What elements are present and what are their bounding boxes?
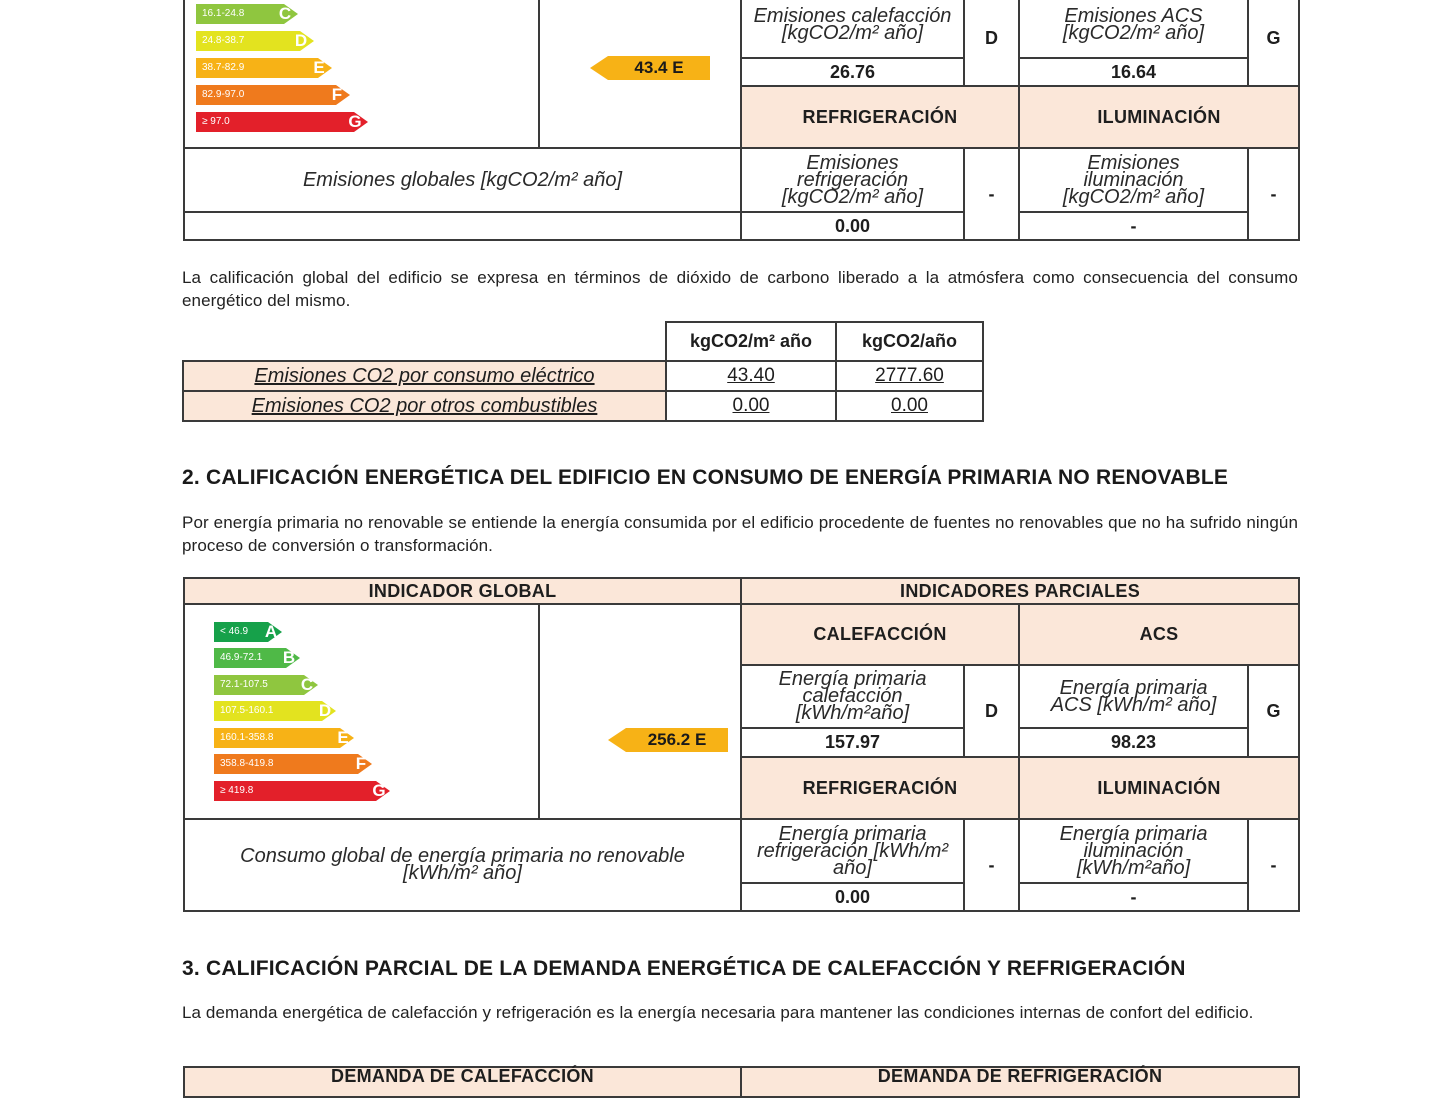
- heating-energy-label: Energía primaria calefacción [kWh/m²año]: [741, 665, 964, 728]
- scale-range: 107.5-160.1: [214, 701, 322, 721]
- scale-range: 24.8-38.7: [196, 31, 300, 51]
- lighting-emissions-grade: -: [1248, 148, 1299, 240]
- co2-row-value: 0.00: [666, 391, 836, 421]
- acs-energy-value: 98.23: [1019, 728, 1248, 757]
- energy-indicator-value: 256.2 E: [626, 728, 728, 752]
- heating-emissions-value: 26.76: [741, 58, 964, 86]
- scale-letter: F: [331, 85, 343, 104]
- lighting-energy-label: Energía primaria iluminación [kWh/m²año]: [1019, 819, 1248, 883]
- global-energy-label: Consumo global de energía primaria no renovable [kWh/m² año]: [184, 819, 741, 911]
- scale-range: 72.1-107.5: [214, 675, 304, 695]
- acs-emissions-label: Emisiones ACS [kgCO2/m² año]: [1019, 0, 1248, 58]
- heating-header: CALEFACCIÓN: [741, 604, 1019, 665]
- cooling-energy-value: 0.00: [741, 883, 964, 911]
- co2-col-per-m2: kgCO2/m² año: [666, 322, 836, 361]
- scale-range: ≥ 419.8: [214, 781, 376, 801]
- emissions-indicator-arrow: [590, 56, 710, 80]
- lighting-energy-value: -: [1019, 883, 1248, 911]
- co2-row-label: Emisiones CO2 por otros combustibles: [183, 391, 666, 421]
- co2-summary-table: [182, 321, 984, 422]
- lighting-header: ILUMINACIÓN: [1019, 86, 1299, 148]
- heating-emissions-grade: D: [964, 0, 1019, 86]
- co2-table-corner: [183, 322, 666, 361]
- energy-indicator-arrow: [608, 728, 728, 752]
- scale-letter: B: [282, 648, 296, 667]
- cooling-header: REFRIGERACIÓN: [741, 757, 1019, 819]
- heating-energy-value: 157.97: [741, 728, 964, 757]
- section-2-heading: 2. CALIFICACIÓN ENERGÉTICA DEL EDIFICIO EN CONSUMO DE ENERGÍA PRIMARIA NO RENOVABLE: [182, 466, 1229, 489]
- cooling-emissions-grade: -: [964, 148, 1019, 240]
- scale-letter: G: [372, 781, 386, 800]
- lighting-header: ILUMINACIÓN: [1019, 757, 1299, 819]
- scale-letter: A: [264, 622, 278, 641]
- cooling-emissions-label: Emisiones refrigeración [kgCO2/m² año]: [741, 148, 964, 212]
- emissions-indicator-value: 43.4 E: [608, 56, 710, 80]
- scale-range: 358.8-419.8: [214, 754, 358, 774]
- acs-header: ACS: [1019, 604, 1299, 665]
- scale-letter: F: [355, 754, 367, 773]
- co2-row-value: 2777.60: [836, 361, 983, 391]
- cooling-energy-label: Energía primaria refrigeración [kWh/m² año]: [741, 819, 964, 883]
- scale-range: ≥ 97.0: [196, 112, 354, 132]
- heating-energy-grade: D: [964, 665, 1019, 757]
- scale-letter: E: [313, 58, 325, 77]
- global-indicator-header: INDICADOR GLOBAL: [184, 578, 741, 604]
- acs-emissions-grade: G: [1248, 0, 1299, 86]
- acs-energy-grade: G: [1248, 665, 1299, 757]
- cooling-energy-grade: -: [964, 819, 1019, 911]
- section-3-heading: 3. CALIFICACIÓN PARCIAL DE LA DEMANDA ENERGÉTICA DE CALEFACCIÓN Y REFRIGERACIÓN: [182, 957, 1186, 980]
- scale-range: 82.9-97.0: [196, 85, 336, 105]
- global-emissions-label: Emisiones globales [kgCO2/m² año]: [184, 148, 741, 212]
- lighting-emissions-label: Emisiones iluminación [kgCO2/m² año]: [1019, 148, 1248, 212]
- scale-letter: C: [300, 675, 314, 694]
- lighting-energy-grade: -: [1248, 819, 1299, 911]
- energy-indicator-cell: [539, 604, 741, 819]
- scale-letter: G: [348, 112, 362, 131]
- emissions-explanation: La calificación global del edificio se expresa en términos de dióxido de carbono liberado a la atmósfera como consecuencia del consumo energético del mismo.: [182, 268, 1298, 310]
- cooling-demand-header: DEMANDA DE REFRIGERACIÓN: [741, 1067, 1299, 1097]
- heating-emissions-label: Emisiones calefacción [kgCO2/m² año]: [741, 0, 964, 58]
- scale-range: 160.1-358.8: [214, 728, 340, 748]
- demand-table: [183, 1066, 1300, 1098]
- scale-range: < 46.9: [214, 622, 268, 642]
- scale-letter: E: [337, 728, 349, 747]
- scale-letter: D: [318, 701, 332, 720]
- scale-range: 38.7-82.9: [196, 58, 318, 78]
- co2-row-value: 43.40: [666, 361, 836, 391]
- co2-row-value: 0.00: [836, 391, 983, 421]
- co2-row-label: Emisiones CO2 por consumo eléctrico: [183, 361, 666, 391]
- cooling-emissions-value: 0.00: [741, 212, 964, 240]
- lighting-emissions-value: -: [1019, 212, 1248, 240]
- co2-col-per-year: kgCO2/año: [836, 322, 983, 361]
- scale-range: 16.1-24.8: [196, 4, 284, 24]
- partial-indicators-header: INDICADORES PARCIALES: [741, 578, 1299, 604]
- scale-letter: C: [278, 4, 292, 23]
- heating-demand-header: DEMANDA DE CALEFACCIÓN: [184, 1067, 741, 1097]
- global-emissions-filler: [184, 212, 741, 240]
- acs-emissions-value: 16.64: [1019, 58, 1248, 86]
- scale-range: 46.9-72.1: [214, 648, 286, 668]
- cooling-header: REFRIGERACIÓN: [741, 86, 1019, 148]
- acs-energy-label: Energía primaria ACS [kWh/m² año]: [1019, 665, 1248, 728]
- scale-letter: D: [294, 31, 308, 50]
- section-2-description: Por energía primaria no renovable se entiende la energía consumida por el edificio procedente de fuentes no renovables que no ha sufrido ningún proceso de conversión o transformación.: [182, 513, 1298, 555]
- section-3-description: La demanda energética de calefacción y refrigeración es la energía necesaria para mantener las condiciones internas de confort del edificio.: [182, 1003, 1254, 1022]
